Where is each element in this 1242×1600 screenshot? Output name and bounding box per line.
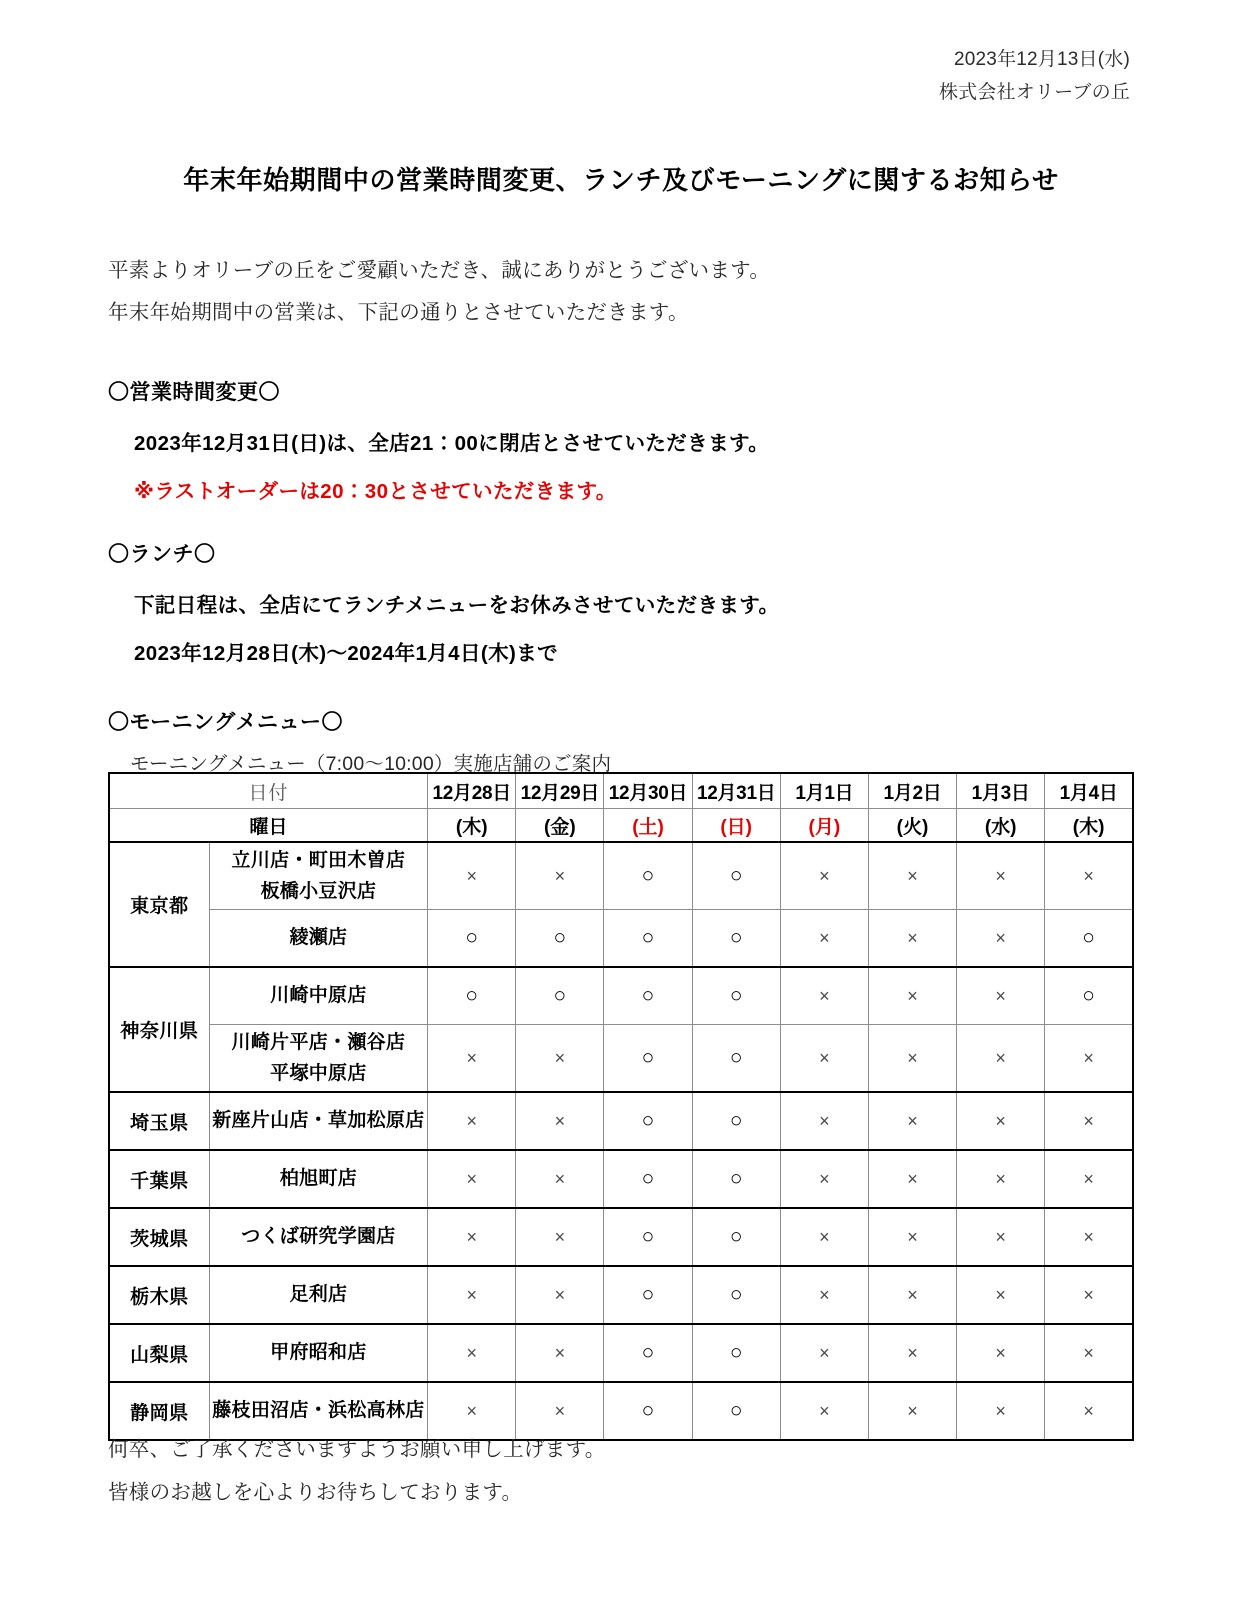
open-mark-icon: ○ [641,926,655,949]
store-name-cell [209,1025,427,1093]
availability-cell-5 [780,967,868,1025]
header-date-3: 12月30日 [604,773,692,809]
availability-cell-5 [780,1150,868,1208]
availability-cell-4 [692,1092,780,1150]
availability-cell-3 [604,1025,692,1093]
closed-mark-icon: × [466,1284,477,1305]
availability-cell-1 [428,1208,516,1266]
document-date: 2023年12月13日(水) [954,49,1130,70]
availability-cell-7 [957,910,1045,968]
availability-cell-2 [516,1150,604,1208]
store-name-cell [209,842,427,910]
closed-mark-icon: × [995,1110,1006,1131]
closed-mark-icon: × [1083,1342,1094,1363]
header-date-7: 1月3日 [957,773,1045,809]
store-name-cell [209,1324,427,1382]
closed-mark-icon: × [466,1110,477,1131]
lunch-detail: 下記日程は、全店にてランチメニューをお休みさせていただきます。 [134,594,780,617]
closed-mark-icon: × [995,1400,1006,1421]
store-name-cell [209,1092,427,1150]
availability-cell-6 [868,1092,956,1150]
closed-mark-icon: × [554,865,566,886]
availability-cell-7 [957,1092,1045,1150]
open-mark-icon: ○ [729,1109,743,1132]
closed-mark-icon: × [554,1226,566,1247]
closed-mark-icon: × [819,865,830,886]
closed-mark-icon: × [907,1110,918,1131]
availability-cell-8 [1045,1208,1133,1266]
closed-mark-icon: × [554,1047,566,1068]
table-row [109,1150,1133,1208]
open-mark-icon: ○ [641,864,655,887]
availability-cell-8 [1045,967,1133,1025]
availability-cell-4 [692,1208,780,1266]
store-name-line: 川崎片平店・瀬谷店 [231,1031,406,1053]
availability-cell-2 [516,1266,604,1324]
availability-cell-6 [868,1150,956,1208]
open-mark-icon: ○ [729,926,743,949]
open-mark-icon: ○ [641,984,655,1007]
store-name-line: 新座片山店・草加松原店 [212,1110,425,1132]
availability-cell-2 [516,1208,604,1266]
store-name-line: 立川店・町田木曽店 [231,849,406,871]
availability-cell-3 [604,1382,692,1440]
availability-cell-2 [516,1092,604,1150]
intro-line-1: 平素よりオリーブの丘をご愛顧いただき、誠にありがとうございます。 [108,259,771,282]
availability-cell-3 [604,910,692,968]
availability-cell-6 [868,910,956,968]
open-mark-icon: ○ [553,984,567,1007]
prefecture-cell: 埼玉県 [109,1092,209,1150]
header-dow-3: (土) [604,809,692,843]
store-name-line: 足利店 [289,1284,348,1306]
availability-cell-8 [1045,842,1133,910]
availability-cell-5 [780,1025,868,1093]
footer-line-2: 皆様のお越しを心よりお待ちしております。 [108,1481,523,1505]
availability-cell-8 [1045,1150,1133,1208]
open-mark-icon: ○ [641,1399,655,1422]
availability-cell-8 [1045,1266,1133,1324]
availability-cell-6 [868,842,956,910]
open-mark-icon: ○ [641,1341,655,1364]
store-name-cell [209,967,427,1025]
closed-mark-icon: × [907,1168,918,1189]
closed-mark-icon: × [554,1400,566,1421]
prefecture-cell: 茨城県 [109,1208,209,1266]
availability-cell-6 [868,1266,956,1324]
availability-cell-3 [604,842,692,910]
header-date-5: 1月1日 [780,773,868,809]
closed-mark-icon: × [466,1168,477,1189]
header-date-1: 12月28日 [428,773,516,809]
header-label-date: 日付 [109,773,428,809]
open-mark-icon: ○ [641,1167,655,1190]
footer-text [108,1428,606,1514]
availability-cell-7 [957,1266,1045,1324]
availability-cell-1 [428,1025,516,1093]
availability-cell-6 [868,1382,956,1440]
availability-cell-4 [692,1150,780,1208]
header-dow-6: (火) [868,809,956,843]
availability-cell-7 [957,1150,1045,1208]
open-mark-icon: ○ [553,926,567,949]
closed-mark-icon: × [995,1342,1006,1363]
header-dow-5: (月) [780,809,868,843]
availability-cell-2 [516,910,604,968]
business-hours-detail: 2023年12月31日(日)は、全店21：00に閉店とさせていただきます。 [134,432,770,455]
availability-cell-8 [1045,1324,1133,1382]
header-date-4: 12月31日 [692,773,780,809]
footer-line-1: 何卒、ご了承くださいますようお願い申し上げます。 [108,1438,606,1461]
closed-mark-icon: × [554,1110,566,1131]
closed-mark-icon: × [907,927,918,948]
open-mark-icon: ○ [641,1283,655,1306]
header-dow-8: (木) [1045,809,1133,843]
closed-mark-icon: × [554,1168,566,1189]
availability-cell-1 [428,1324,516,1382]
availability-cell-3 [604,1266,692,1324]
availability-cell-1 [428,910,516,968]
availability-cell-6 [868,967,956,1025]
closed-mark-icon: × [1083,1226,1094,1247]
availability-cell-6 [868,1025,956,1093]
availability-cell-8 [1045,1092,1133,1150]
availability-cell-3 [604,1092,692,1150]
table-row [109,842,1133,910]
availability-cell-2 [516,967,604,1025]
closed-mark-icon: × [1083,1284,1094,1305]
closed-mark-icon: × [907,865,918,886]
open-mark-icon: ○ [729,864,743,887]
prefecture-cell: 栃木県 [109,1266,209,1324]
closed-mark-icon: × [995,1284,1006,1305]
open-mark-icon: ○ [729,1399,743,1422]
store-name-cell [209,1208,427,1266]
closed-mark-icon: × [907,1226,918,1247]
closed-mark-icon: × [995,1226,1006,1247]
section-heading-lunch: 〇ランチ〇 [108,543,216,566]
closed-mark-icon: × [819,1342,830,1363]
availability-cell-4 [692,1025,780,1093]
morning-schedule-table-wrap [108,772,1134,1441]
store-name-line: 平塚中原店 [270,1063,367,1084]
availability-cell-8 [1045,910,1133,968]
store-name-line: 綾瀬店 [289,927,348,949]
open-mark-icon: ○ [641,1109,655,1132]
morning-subtitle: モーニングメニュー（7:00〜10:00）実施店舗のご案内 [130,753,612,775]
closed-mark-icon: × [819,1047,830,1068]
store-name-line: つくば研究学園店 [241,1226,396,1248]
availability-cell-7 [957,1324,1045,1382]
store-name-cell [209,910,427,968]
closed-mark-icon: × [995,985,1006,1006]
closed-mark-icon: × [1083,1400,1094,1421]
header-dow-4: (日) [692,809,780,843]
closed-mark-icon: × [907,1400,918,1421]
prefecture-cell: 東京都 [109,842,209,967]
availability-cell-5 [780,1092,868,1150]
open-mark-icon: ○ [729,1283,743,1306]
availability-cell-1 [428,1092,516,1150]
header-label-dow: 曜日 [109,809,428,843]
table-row [109,967,1133,1025]
morning-schedule-table [108,772,1134,1441]
availability-cell-2 [516,1025,604,1093]
closed-mark-icon: × [907,1342,918,1363]
open-mark-icon: ○ [729,1225,743,1248]
availability-cell-1 [428,1266,516,1324]
closed-mark-icon: × [466,1226,477,1247]
availability-cell-2 [516,842,604,910]
open-mark-icon: ○ [729,984,743,1007]
document-header [939,44,1130,109]
availability-cell-4 [692,1382,780,1440]
table-head [109,773,1133,842]
table-row [109,1324,1133,1382]
store-name-line: 藤枝田沼店・浜松高林店 [212,1400,425,1422]
table-body [109,842,1133,1440]
header-dow-1: (木) [428,809,516,843]
open-mark-icon: ○ [729,1046,743,1069]
availability-cell-1 [428,1150,516,1208]
prefecture-cell: 神奈川県 [109,967,209,1092]
intro-paragraph [108,250,770,334]
closed-mark-icon: × [819,1168,830,1189]
closed-mark-icon: × [466,1400,477,1421]
closed-mark-icon: × [819,927,830,948]
availability-cell-6 [868,1324,956,1382]
table-header-row-dow [109,809,1133,843]
open-mark-icon: ○ [729,1341,743,1364]
store-name-line: 甲府昭和店 [270,1342,367,1364]
table-row [109,910,1133,968]
section-heading-morning: 〇モーニングメニュー〇 [108,711,344,734]
table-row [109,1025,1133,1093]
intro-line-2: 年末年始期間中の営業は、下記の通りとさせていただきます。 [108,301,689,325]
open-mark-icon: ○ [729,1167,743,1190]
last-order-note: ※ラストオーダーは20：30とさせていただきます。 [134,480,617,503]
store-name-line: 柏旭町店 [279,1168,357,1190]
closed-mark-icon: × [819,1226,830,1247]
lunch-period: 2023年12月28日(木)〜2024年1月4日(木)まで [134,642,559,665]
availability-cell-5 [780,842,868,910]
closed-mark-icon: × [907,1047,918,1068]
closed-mark-icon: × [1083,865,1094,886]
closed-mark-icon: × [1083,1047,1094,1068]
availability-cell-1 [428,842,516,910]
availability-cell-2 [516,1324,604,1382]
closed-mark-icon: × [995,1047,1006,1068]
availability-cell-5 [780,1208,868,1266]
header-date-8: 1月4日 [1045,773,1133,809]
availability-cell-5 [780,1324,868,1382]
availability-cell-3 [604,1208,692,1266]
availability-cell-4 [692,1266,780,1324]
closed-mark-icon: × [907,1284,918,1305]
closed-mark-icon: × [554,1342,566,1363]
page-title: 年末年始期間中の営業時間変更、ランチ及びモーニングに関するお知らせ [183,165,1059,195]
open-mark-icon: ○ [641,1046,655,1069]
table-row [109,1208,1133,1266]
closed-mark-icon: × [995,927,1006,948]
section-heading-business-hours: 〇営業時間変更〇 [108,381,280,404]
open-mark-icon: ○ [1082,926,1095,949]
closed-mark-icon: × [466,1342,477,1363]
availability-cell-7 [957,842,1045,910]
closed-mark-icon: × [1083,1110,1094,1131]
header-date-6: 1月2日 [868,773,956,809]
header-dow-7: (水) [957,809,1045,843]
prefecture-cell: 千葉県 [109,1150,209,1208]
store-name-line: 川崎中原店 [270,985,367,1007]
closed-mark-icon: × [554,1284,566,1305]
table-row [109,1266,1133,1324]
closed-mark-icon: × [819,1284,830,1305]
section-lunch [108,538,779,666]
closed-mark-icon: × [819,985,830,1006]
closed-mark-icon: × [995,865,1006,886]
open-mark-icon: ○ [1082,984,1095,1007]
availability-cell-1 [428,967,516,1025]
table-header-row-dates [109,773,1133,809]
availability-cell-4 [692,1324,780,1382]
section-business-hours [108,376,769,504]
availability-cell-7 [957,1208,1045,1266]
availability-cell-4 [692,842,780,910]
prefecture-cell: 静岡県 [109,1382,209,1440]
open-mark-icon: ○ [465,984,479,1007]
section-morning-menu [108,706,611,776]
table-row [109,1092,1133,1150]
closed-mark-icon: × [819,1400,830,1421]
closed-mark-icon: × [907,985,918,1006]
availability-cell-7 [957,1382,1045,1440]
store-name-cell [209,1150,427,1208]
closed-mark-icon: × [819,1110,830,1131]
availability-cell-5 [780,1266,868,1324]
open-mark-icon: ○ [641,1225,655,1248]
closed-mark-icon: × [466,865,477,886]
open-mark-icon: ○ [465,926,479,949]
availability-cell-3 [604,1150,692,1208]
store-name-line: 板橋小豆沢店 [260,881,377,902]
availability-cell-5 [780,1382,868,1440]
availability-cell-3 [604,1324,692,1382]
availability-cell-3 [604,967,692,1025]
closed-mark-icon: × [995,1168,1006,1189]
store-name-cell [209,1266,427,1324]
header-dow-2: (金) [516,809,604,843]
availability-cell-4 [692,910,780,968]
closed-mark-icon: × [1083,1168,1094,1189]
availability-cell-4 [692,967,780,1025]
header-date-2: 12月29日 [516,773,604,809]
prefecture-cell: 山梨県 [109,1324,209,1382]
availability-cell-7 [957,1025,1045,1093]
availability-cell-5 [780,910,868,968]
availability-cell-7 [957,967,1045,1025]
availability-cell-6 [868,1208,956,1266]
closed-mark-icon: × [466,1047,477,1068]
availability-cell-8 [1045,1382,1133,1440]
availability-cell-8 [1045,1025,1133,1093]
company-name: 株式会社オリーブの丘 [938,81,1130,103]
